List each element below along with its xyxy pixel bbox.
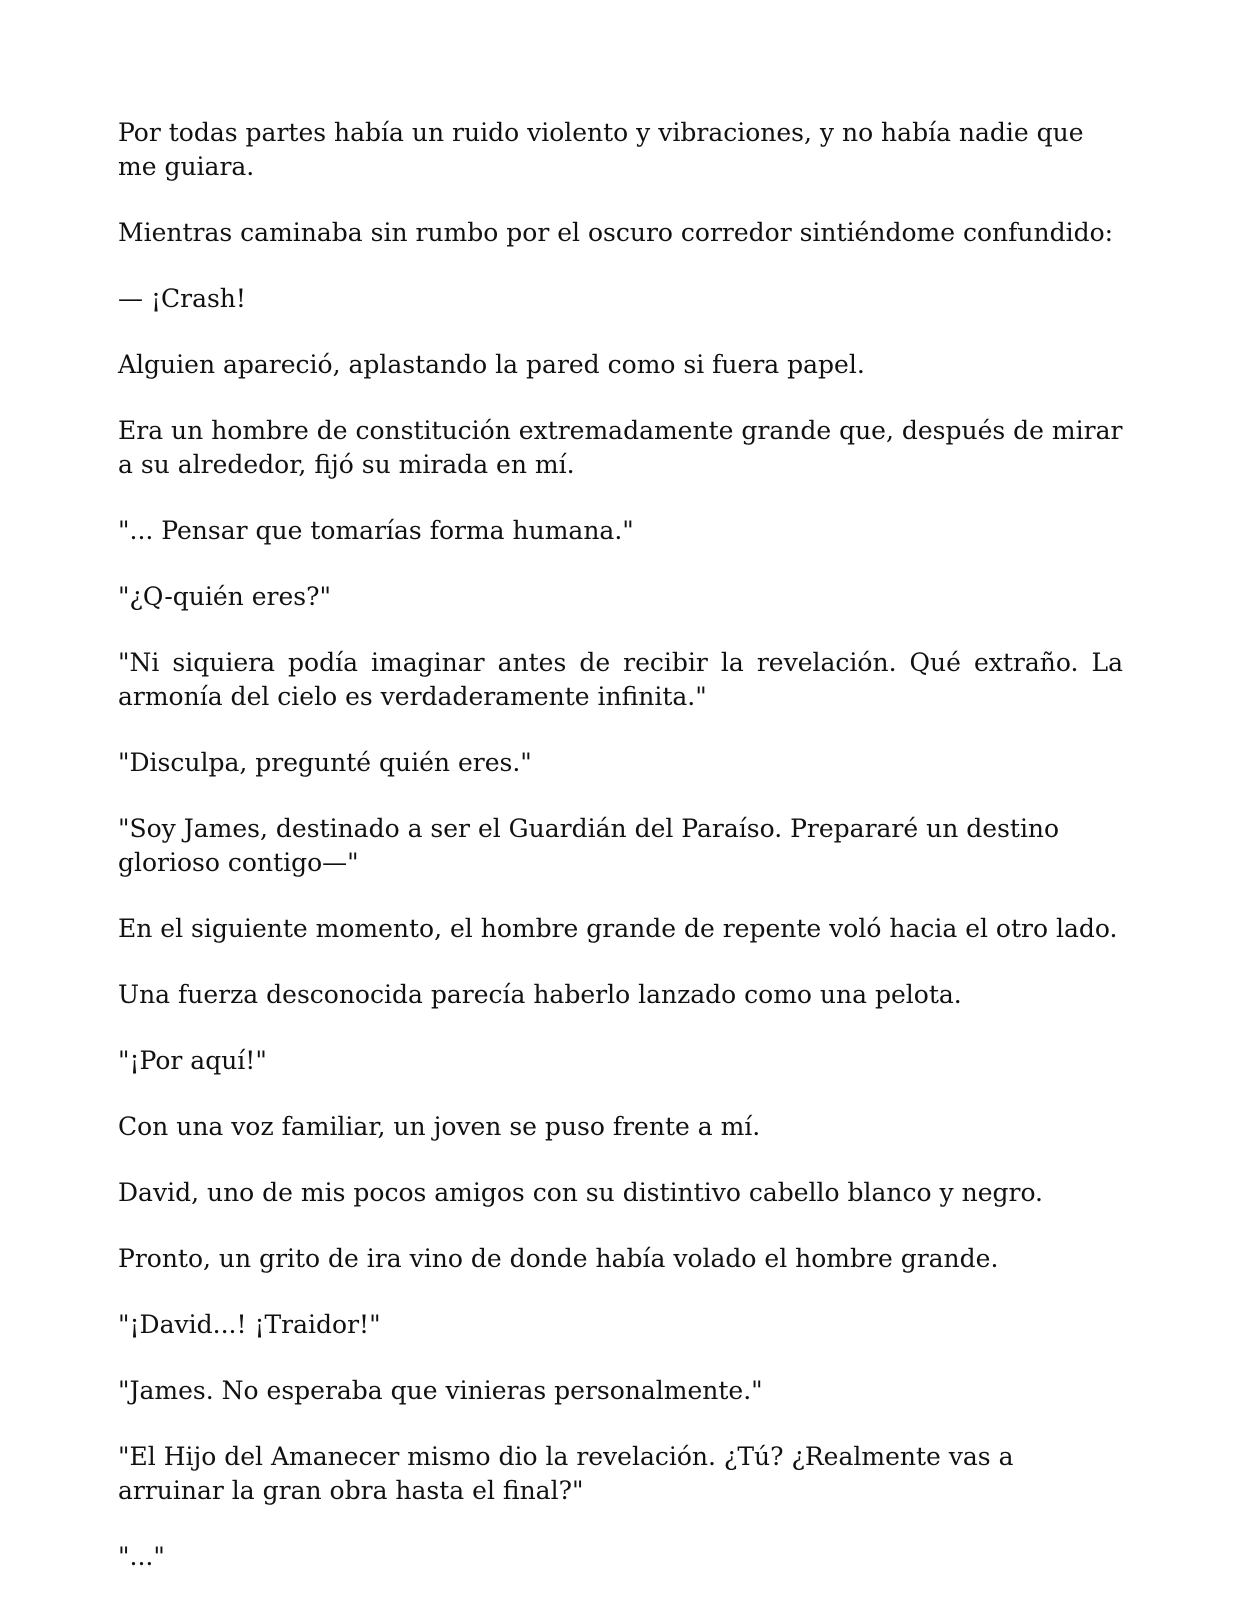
paragraph: Una fuerza desconocida parecía haberlo lanzado como una pelota. [118,980,962,1009]
paragraph: "Soy James, destinado a ser el Guardián del Paraíso. Prepararé un destino glorioso contigo—" [118,814,1060,877]
paragraph: "Disculpa, pregunté quién eres." [118,748,532,777]
paragraph: "¡David...! ¡Traidor!" [118,1310,381,1339]
paragraph: "El Hijo del Amanecer mismo dio la revelación. ¿Tú? ¿Realmente vas a arruinar la gran obra hasta el final?" [118,1442,1014,1505]
paragraph: Alguien apareció, aplastando la pared como si fuera papel. [118,350,865,379]
paragraph: "Ni siquiera podía imaginar antes de recibir la revelación. Qué extraño. La armonía del cielo es verdaderamente infinita." [118,648,1123,711]
paragraph: Era un hombre de constitución extremadamente grande que, después de mirar a su alrededor, fijó su mirada en mí. [118,416,1123,479]
document-page [118,116,1123,1606]
paragraph: "James. No esperaba que vinieras personalmente." [118,1376,763,1405]
paragraph: En el siguiente momento, el hombre grande de repente voló hacia el otro lado. [118,914,1118,943]
paragraph: "..." [118,1542,165,1571]
paragraph: Mientras caminaba sin rumbo por el oscuro corredor sintiéndome confundido: [118,218,1114,247]
paragraph: "... Pensar que tomarías forma humana." [118,516,634,545]
paragraph: "¿Q-quién eres?" [118,582,331,611]
paragraph: — ¡Crash! [118,284,246,313]
paragraph: Con una voz familiar, un joven se puso frente a mí. [118,1112,761,1141]
paragraph: David, uno de mis pocos amigos con su distintivo cabello blanco y negro. [118,1178,1043,1207]
paragraph: "¡Por aquí!" [118,1046,267,1075]
paragraph: Por todas partes había un ruido violento y vibraciones, y no había nadie que me guiara. [118,118,1084,181]
paragraph: Pronto, un grito de ira vino de donde había volado el hombre grande. [118,1244,999,1273]
